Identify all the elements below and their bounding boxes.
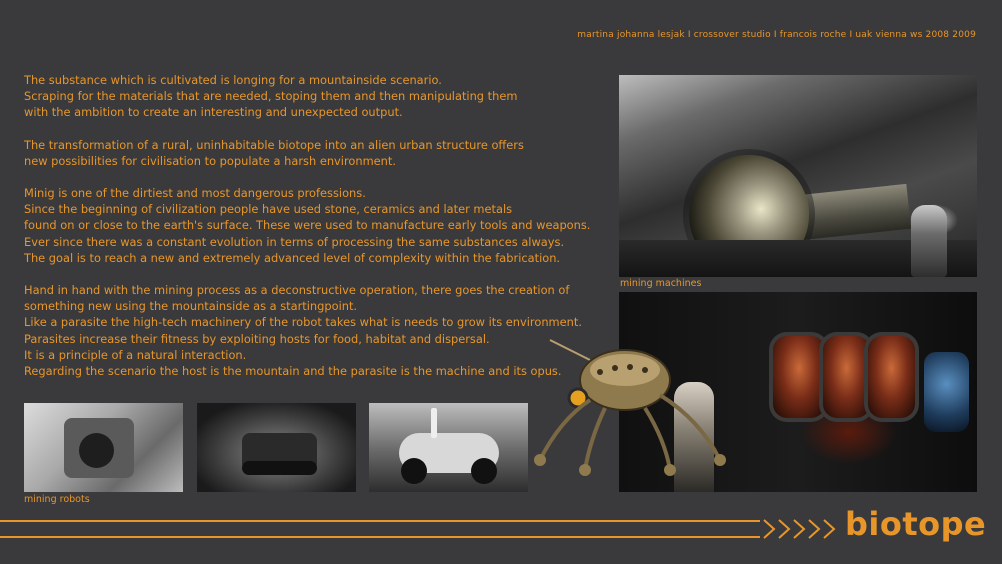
paragraph-3 xyxy=(24,185,614,266)
paragraph-2 xyxy=(24,137,614,169)
text-line: found on or close to the earth's surface. These were used to manufacture early tools and weapons. xyxy=(24,218,591,233)
rivet xyxy=(597,369,603,375)
text-line: Regarding the scenario the host is the mountain and the parasite is the machine and its opus. xyxy=(24,364,562,379)
caption-mining-machines: mining machines xyxy=(620,278,702,289)
text-line: new possibilities for civilisation to populate a harsh environment. xyxy=(24,153,396,168)
mining-robot-photo-1 xyxy=(24,403,183,492)
text-line: Ever since there was a constant evolution in terms of processing the same substances always. xyxy=(24,234,565,249)
rivet xyxy=(627,364,633,370)
rover-wheel xyxy=(401,458,427,484)
robot-leg xyxy=(540,400,590,460)
shearer-drum xyxy=(864,332,919,422)
paragraph-4 xyxy=(24,282,614,379)
text-line: The transformation of a rural, uninhabitable biotope into an alien urban structure offers xyxy=(24,137,524,152)
footer-line-bottom xyxy=(0,536,760,538)
leg-joint xyxy=(534,454,546,466)
text-line: Hand in hand with the mining process as a deconstructive operation, there goes the creation of xyxy=(24,283,570,298)
text-line: Since the beginning of civilization people have used stone, ceramics and later metals xyxy=(24,202,513,217)
antenna xyxy=(550,340,590,360)
text-line: with the ambition to create an interesting and unexpected output. xyxy=(24,105,403,120)
robot-creature-illustration xyxy=(530,320,740,490)
brand-title: biotope xyxy=(845,505,987,543)
robot-leg xyxy=(660,395,720,460)
rivet xyxy=(642,367,648,373)
miner-figure xyxy=(911,205,947,277)
mining-machines-photo xyxy=(619,75,977,277)
robot-leg xyxy=(645,408,670,470)
leg-joint xyxy=(714,454,726,466)
robot-track xyxy=(242,461,317,475)
footer-line-top xyxy=(0,520,760,522)
text-line: The goal is to reach a new and extremely advanced level of complexity within the fabrication. xyxy=(24,250,561,265)
caption-mining-robots: mining robots xyxy=(24,494,90,505)
paragraph-1 xyxy=(24,72,614,121)
leg-joint xyxy=(664,464,676,476)
mining-robot-photo-3 xyxy=(369,403,528,492)
chevrons-icon xyxy=(762,514,842,544)
text-line: Minig is one of the dirtiest and most dangerous professions. xyxy=(24,186,366,201)
text-line: Parasites increase their fitness by exploiting hosts for food, habitat and dispersal. xyxy=(24,331,490,346)
text-line: It is a principle of a natural interaction. xyxy=(24,347,247,362)
text-line: something new using the mountainside as a startingpoint. xyxy=(24,299,358,314)
robot-wheel xyxy=(79,433,114,468)
leg-joint xyxy=(579,464,591,476)
text-line: Like a parasite the high-tech machinery of the robot takes what is needs to grow its environment. xyxy=(24,315,582,330)
footer-lines xyxy=(0,520,760,538)
rivet xyxy=(612,365,618,371)
text-line: Scraping for the materials that are needed, stoping them and then manipulating them xyxy=(24,89,518,104)
text-line: The substance which is cultivated is longing for a mountainside scenario. xyxy=(24,73,442,87)
rover-wheel xyxy=(471,458,497,484)
blue-drum xyxy=(924,352,969,432)
mining-robot-photo-2 xyxy=(197,403,356,492)
body-text xyxy=(24,72,614,395)
header-credit: martina johanna lesjak I crossover studio I francois roche I uak vienna ws 2008 2009 xyxy=(577,30,976,40)
rover-mast xyxy=(431,408,437,438)
robot-leg xyxy=(585,408,605,470)
